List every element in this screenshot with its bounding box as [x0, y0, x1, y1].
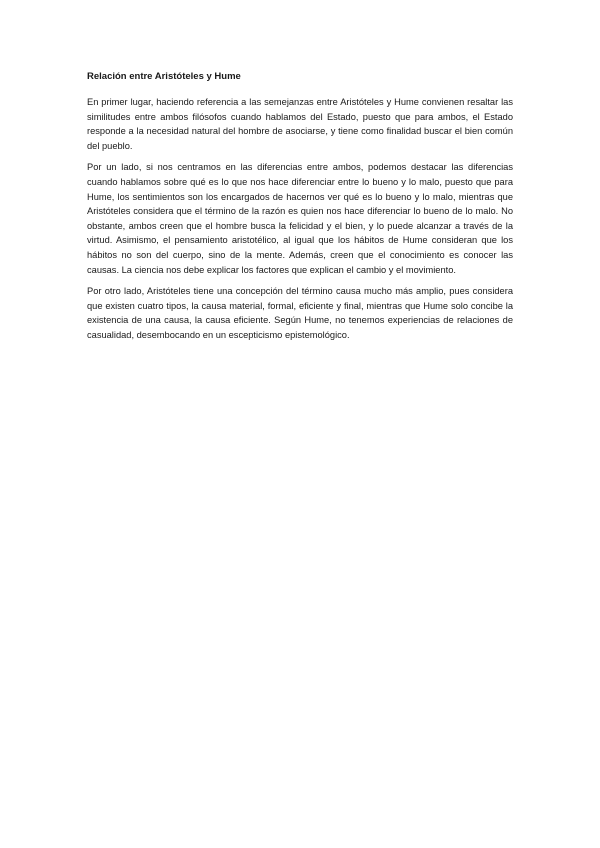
paragraph-diferencias: Por un lado, si nos centramos en las diferencias entre ambos, podemos destacar las diferencias cuando hablamos sobre qué es lo que nos hace diferenciar entre lo bueno y lo malo, puesto que para Hume, los sentimientos son los encargados de hacernos ver qué es lo bueno y lo malo, mientras que Aristóteles considera que el término de la razón es quien nos hace diferenciar lo bueno de lo malo. No obstante, ambos creen que el hombre busca la felicidad y el bien, y lo puede alcanzar a través de la virtud. Asimismo, el pensamiento aristotélico, al igual que los hábitos de Hume consideran que los hábitos no son del cuerpo, sino de la mente. Además, creen que el conocimiento es conocer las causas. La ciencia nos debe explicar los factores que explican el cambio y el movimiento.: [87, 162, 513, 275]
document-title: Relación entre Aristóteles y Hume: [87, 71, 241, 82]
paragraph-causas: Por otro lado, Aristóteles tiene una concepción del término causa mucho más amplio, pues considera que existen cuatro tipos, la causa material, formal, eficiente y final, mientras que Hume solo concibe la existencia de una causa, la causa eficiente. Según Hume, no tenemos experiencias de relaciones de casualidad, desembocando en un escepticismo epistemológico.: [87, 286, 513, 340]
paragraph-semejanzas: En primer lugar, haciendo referencia a las semejanzas entre Aristóteles y Hume convienen resaltar las similitudes entre ambos filósofos cuando hablamos del Estado, puesto que para ambos, el Estado responde a la necesidad natural del hombre de asociarse, y tiene como finalidad buscar el bien común del pueblo.: [87, 97, 513, 151]
